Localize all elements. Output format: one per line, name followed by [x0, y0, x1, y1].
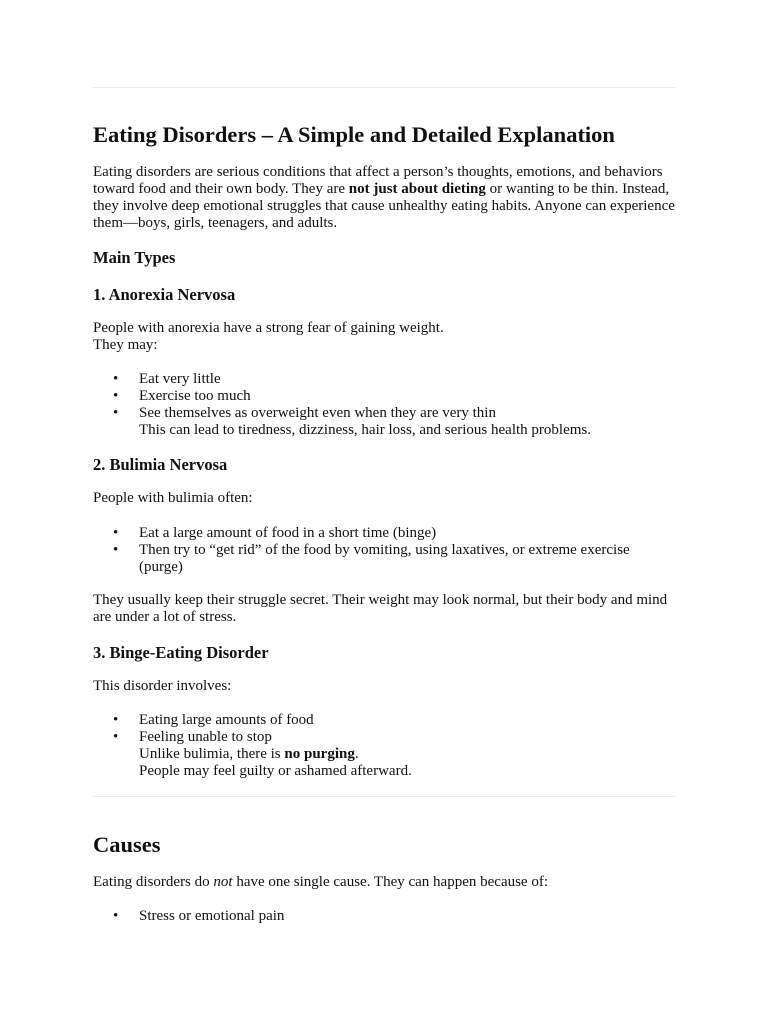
intro-paragraph	[93, 164, 676, 232]
list-item: • Feeling unable to stop	[93, 729, 676, 746]
anorexia-line2: They may:	[93, 337, 158, 353]
anorexia-after: This can lead to tiredness, dizziness, hair loss, and serious health problems.	[139, 422, 591, 438]
list-item: • Stress or emotional pain	[93, 908, 676, 925]
top-divider	[93, 87, 676, 88]
list-item: • See themselves as overweight even when they are very thin	[93, 405, 676, 422]
binge-list	[93, 712, 676, 746]
causes-heading: Causes	[93, 832, 161, 857]
binge-after-text-1: Unlike bulimia, there is	[139, 746, 285, 762]
intro-text-2: or wanting to be thin. Instead, they involve deep emotional struggles that cause unhealthy eating habits. Anyone can experience them—boys, girls, teenagers, and adults.	[93, 181, 675, 231]
list-item: • Eat a large amount of food in a short time (binge)	[93, 525, 676, 542]
anorexia-line1: People with anorexia have a strong fear of gaining weight.	[93, 320, 444, 336]
causes-intro-italic: not	[213, 874, 233, 890]
binge-line1: This disorder involves:	[93, 678, 232, 694]
anorexia-list	[93, 371, 676, 422]
list-item: • Eating large amounts of food	[93, 712, 676, 729]
causes-intro	[93, 874, 676, 891]
causes-list	[93, 908, 676, 925]
document-title: Eating Disorders – A Simple and Detailed Explanation	[93, 122, 615, 147]
bulimia-after: They usually keep their struggle secret. Their weight may look normal, but their body and mind are under a lot of stress.	[93, 592, 668, 625]
binge-after-2: People may feel guilty or ashamed afterward.	[139, 763, 412, 779]
list-item: • Then try to “get rid” of the food by vomiting, using laxatives, or extreme exercise (purge)	[93, 542, 676, 576]
intro-text-1: Eating disorders are serious conditions that affect a person’s thoughts, emotions, and behaviors toward food and their own body. They are	[93, 164, 663, 197]
bulimia-heading: 2. Bulimia Nervosa	[93, 455, 228, 474]
causes-intro-text-2: have one single cause. They can happen because of:	[232, 874, 549, 890]
binge-after-text-2: .	[354, 746, 359, 762]
anorexia-heading: 1. Anorexia Nervosa	[93, 285, 236, 304]
main-types-heading: Main Types	[93, 248, 176, 267]
binge-after-bold: no purging	[284, 746, 355, 762]
list-item: • Exercise too much	[93, 388, 676, 405]
binge-heading: 3. Binge-Eating Disorder	[93, 643, 269, 662]
section-divider	[93, 796, 676, 797]
causes-intro-text-1: Eating disorders do	[93, 874, 214, 890]
bulimia-line1: People with bulimia often:	[93, 490, 253, 506]
list-item: • Eat very little	[93, 371, 676, 388]
binge-after-1	[93, 746, 722, 763]
bulimia-list	[93, 525, 676, 576]
intro-bold: not just about dieting	[348, 181, 486, 197]
